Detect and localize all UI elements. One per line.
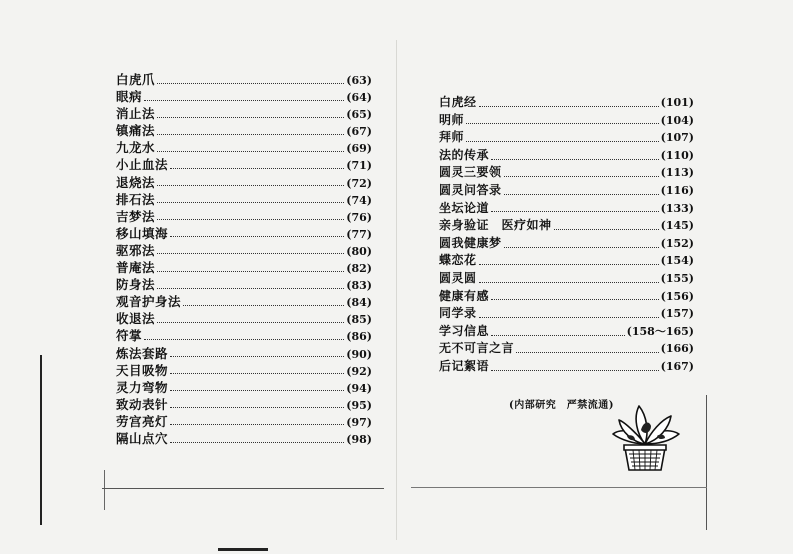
scan-margin-line [706,395,707,530]
dot-leader [479,316,659,318]
entry-page: (133) [660,201,694,215]
entry-page: (80) [346,244,372,258]
toc-entry [116,156,372,173]
entry-page: (154) [660,254,694,268]
toc-entry [116,396,372,413]
entry-page: (67) [346,125,372,139]
entry-title: 蝶恋花 [439,253,477,268]
entry-title: 圆灵问答录 [439,182,502,197]
dot-leader [157,150,344,152]
toc-entry [116,413,372,430]
toc-entry [439,164,694,182]
dot-leader [504,246,659,248]
entry-title: 致动表针 [116,396,169,412]
entry-title: 明师 [439,112,465,127]
entry-title: 灵力弯物 [116,379,169,395]
entry-title: 天目吸物 [116,362,169,378]
dot-leader [170,406,344,408]
dot-leader [170,355,344,357]
entry-page: (95) [346,398,372,412]
entry-page: (104) [660,113,694,127]
toc-entry [439,200,694,218]
toc-entry [439,340,694,358]
toc-entry [116,139,372,156]
potted-plant-icon [607,400,683,476]
entry-page: (145) [660,219,694,233]
dot-leader [170,167,344,169]
entry-title: 后记絮语 [439,358,490,373]
dot-leader [144,99,344,101]
dot-leader [170,423,344,425]
entry-title: 普庵法 [116,260,156,276]
left-page [0,0,396,554]
entry-page: (85) [346,313,372,327]
entry-page: (98) [346,432,372,446]
toc-list-left [116,71,372,447]
toc-entry [116,430,372,447]
toc-entry [439,358,694,376]
entry-title: 圆灵圆 [439,270,477,285]
entry-title: 坐坛论道 [439,200,490,215]
dot-leader [504,193,659,195]
dot-leader [491,158,659,160]
entry-title: 白虎爪 [116,72,156,87]
entry-page: (158～165) [626,324,694,338]
entry-page: (101) [660,96,694,109]
entry-page: (65) [346,108,372,122]
scan-margin-line [40,355,42,525]
entry-page: (94) [346,381,372,395]
toc-entry [116,122,372,139]
dot-leader [157,252,344,254]
entry-page: (77) [346,227,372,241]
dot-leader [157,184,344,186]
entry-title: 收退法 [116,311,156,327]
page-bottom-rule [411,487,707,488]
dot-leader [157,321,344,323]
toc-entry [116,71,372,88]
entry-page: (84) [346,296,372,310]
toc-entry [439,217,694,235]
entry-title: 观音护身法 [116,294,182,310]
entry-title: 无不可言之言 [439,341,515,356]
dot-leader [144,338,344,340]
toc-entry [116,225,372,242]
entry-page: (76) [346,210,372,224]
entry-title: 眼病 [116,89,143,105]
toc-entry [116,191,372,208]
entry-page: (156) [660,289,694,303]
entry-title: 法的传承 [439,147,490,162]
entry-page: (157) [660,307,694,321]
dot-leader [491,210,659,212]
entry-title: 九龙水 [116,140,156,156]
entry-title: 亲身验证 医疗如神 [439,218,552,233]
dot-leader [170,235,344,237]
entry-title: 同学录 [439,306,477,321]
entry-title: 劳宫亮灯 [116,413,169,429]
entry-page: (155) [660,271,694,285]
entry-page: (64) [346,91,372,105]
entry-page: (107) [660,131,694,145]
entry-page: (69) [346,142,372,156]
entry-title: 防身法 [116,277,156,293]
entry-title: 消止法 [116,106,156,122]
entry-title: 小止血法 [116,157,169,173]
toc-entry [116,293,372,310]
entry-title: 吉梦法 [116,208,156,224]
dot-leader [157,270,344,272]
distribution-notice: (内部研究 严禁流通) [509,400,614,411]
entry-page: (90) [346,347,372,361]
entry-title: 符掌 [116,328,143,344]
dot-leader [157,201,344,203]
page-bottom-rule [102,488,384,489]
entry-title: 驱邪法 [116,242,156,258]
entry-title: 学习信息 [439,323,490,338]
entry-title: 拜师 [439,130,465,145]
dot-leader [157,116,344,118]
toc-entry [116,327,372,344]
toc-entry [116,174,372,191]
entry-title: 圆灵三要领 [439,165,502,180]
toc-entry [439,288,694,306]
entry-title: 隔山点穴 [116,430,169,446]
toc-entry [439,270,694,288]
dot-leader [554,228,659,230]
entry-title: 健康有感 [439,288,490,303]
dot-leader [157,82,344,84]
dot-leader [170,441,344,443]
entry-page: (166) [660,342,694,356]
entry-page: (63) [346,74,372,87]
entry-title: 圆我健康梦 [439,235,502,250]
toc-entry [116,105,372,122]
toc-entry [439,112,694,130]
toc-entry [116,379,372,396]
entry-page: (110) [660,148,694,162]
scan-corner-mark [104,470,105,510]
toc-entry [116,276,372,293]
dot-leader [183,304,344,306]
toc-entry [439,182,694,200]
dot-leader [491,334,625,336]
toc-list-right [439,94,694,376]
entry-title: 移山填海 [116,225,169,241]
right-page [397,0,793,554]
entry-page: (86) [346,330,372,344]
entry-title: 退烧法 [116,174,156,190]
toc-entry [439,252,694,270]
toc-entry [116,242,372,259]
dot-leader [466,140,659,142]
entry-page: (71) [346,159,372,173]
entry-page: (97) [346,415,372,429]
dot-leader [170,389,344,391]
entry-title: 镇痛法 [116,123,156,139]
entry-page: (167) [660,359,694,373]
dot-leader [157,218,344,220]
entry-page: (74) [346,193,372,207]
entry-page: (116) [660,183,694,197]
dot-leader [516,351,659,353]
entry-page: (113) [660,166,694,180]
dot-leader [466,122,659,124]
toc-entry [116,345,372,362]
toc-entry [116,259,372,276]
toc-entry [439,147,694,165]
entry-page: (152) [660,236,694,250]
entry-page: (82) [346,262,372,276]
dot-leader [491,369,659,371]
entry-title: 炼法套路 [116,345,169,361]
toc-entry [439,235,694,253]
entry-title: 排石法 [116,191,156,207]
dot-leader [170,372,344,374]
toc-entry [439,305,694,323]
dot-leader [504,175,659,177]
dot-leader [157,287,344,289]
scan-foot-mark [218,548,268,551]
dot-leader [491,298,659,300]
toc-entry [439,94,694,112]
toc-entry [116,310,372,327]
dot-leader [479,263,659,265]
entry-title: 白虎经 [439,95,477,109]
entry-page: (92) [346,364,372,378]
dot-leader [479,281,659,283]
toc-entry [116,88,372,105]
toc-entry [439,323,694,341]
entry-page: (83) [346,279,372,293]
dot-leader [157,133,344,135]
toc-entry [116,362,372,379]
toc-entry [116,208,372,225]
toc-entry [439,129,694,147]
entry-page: (72) [346,176,372,190]
dot-leader [479,105,659,107]
